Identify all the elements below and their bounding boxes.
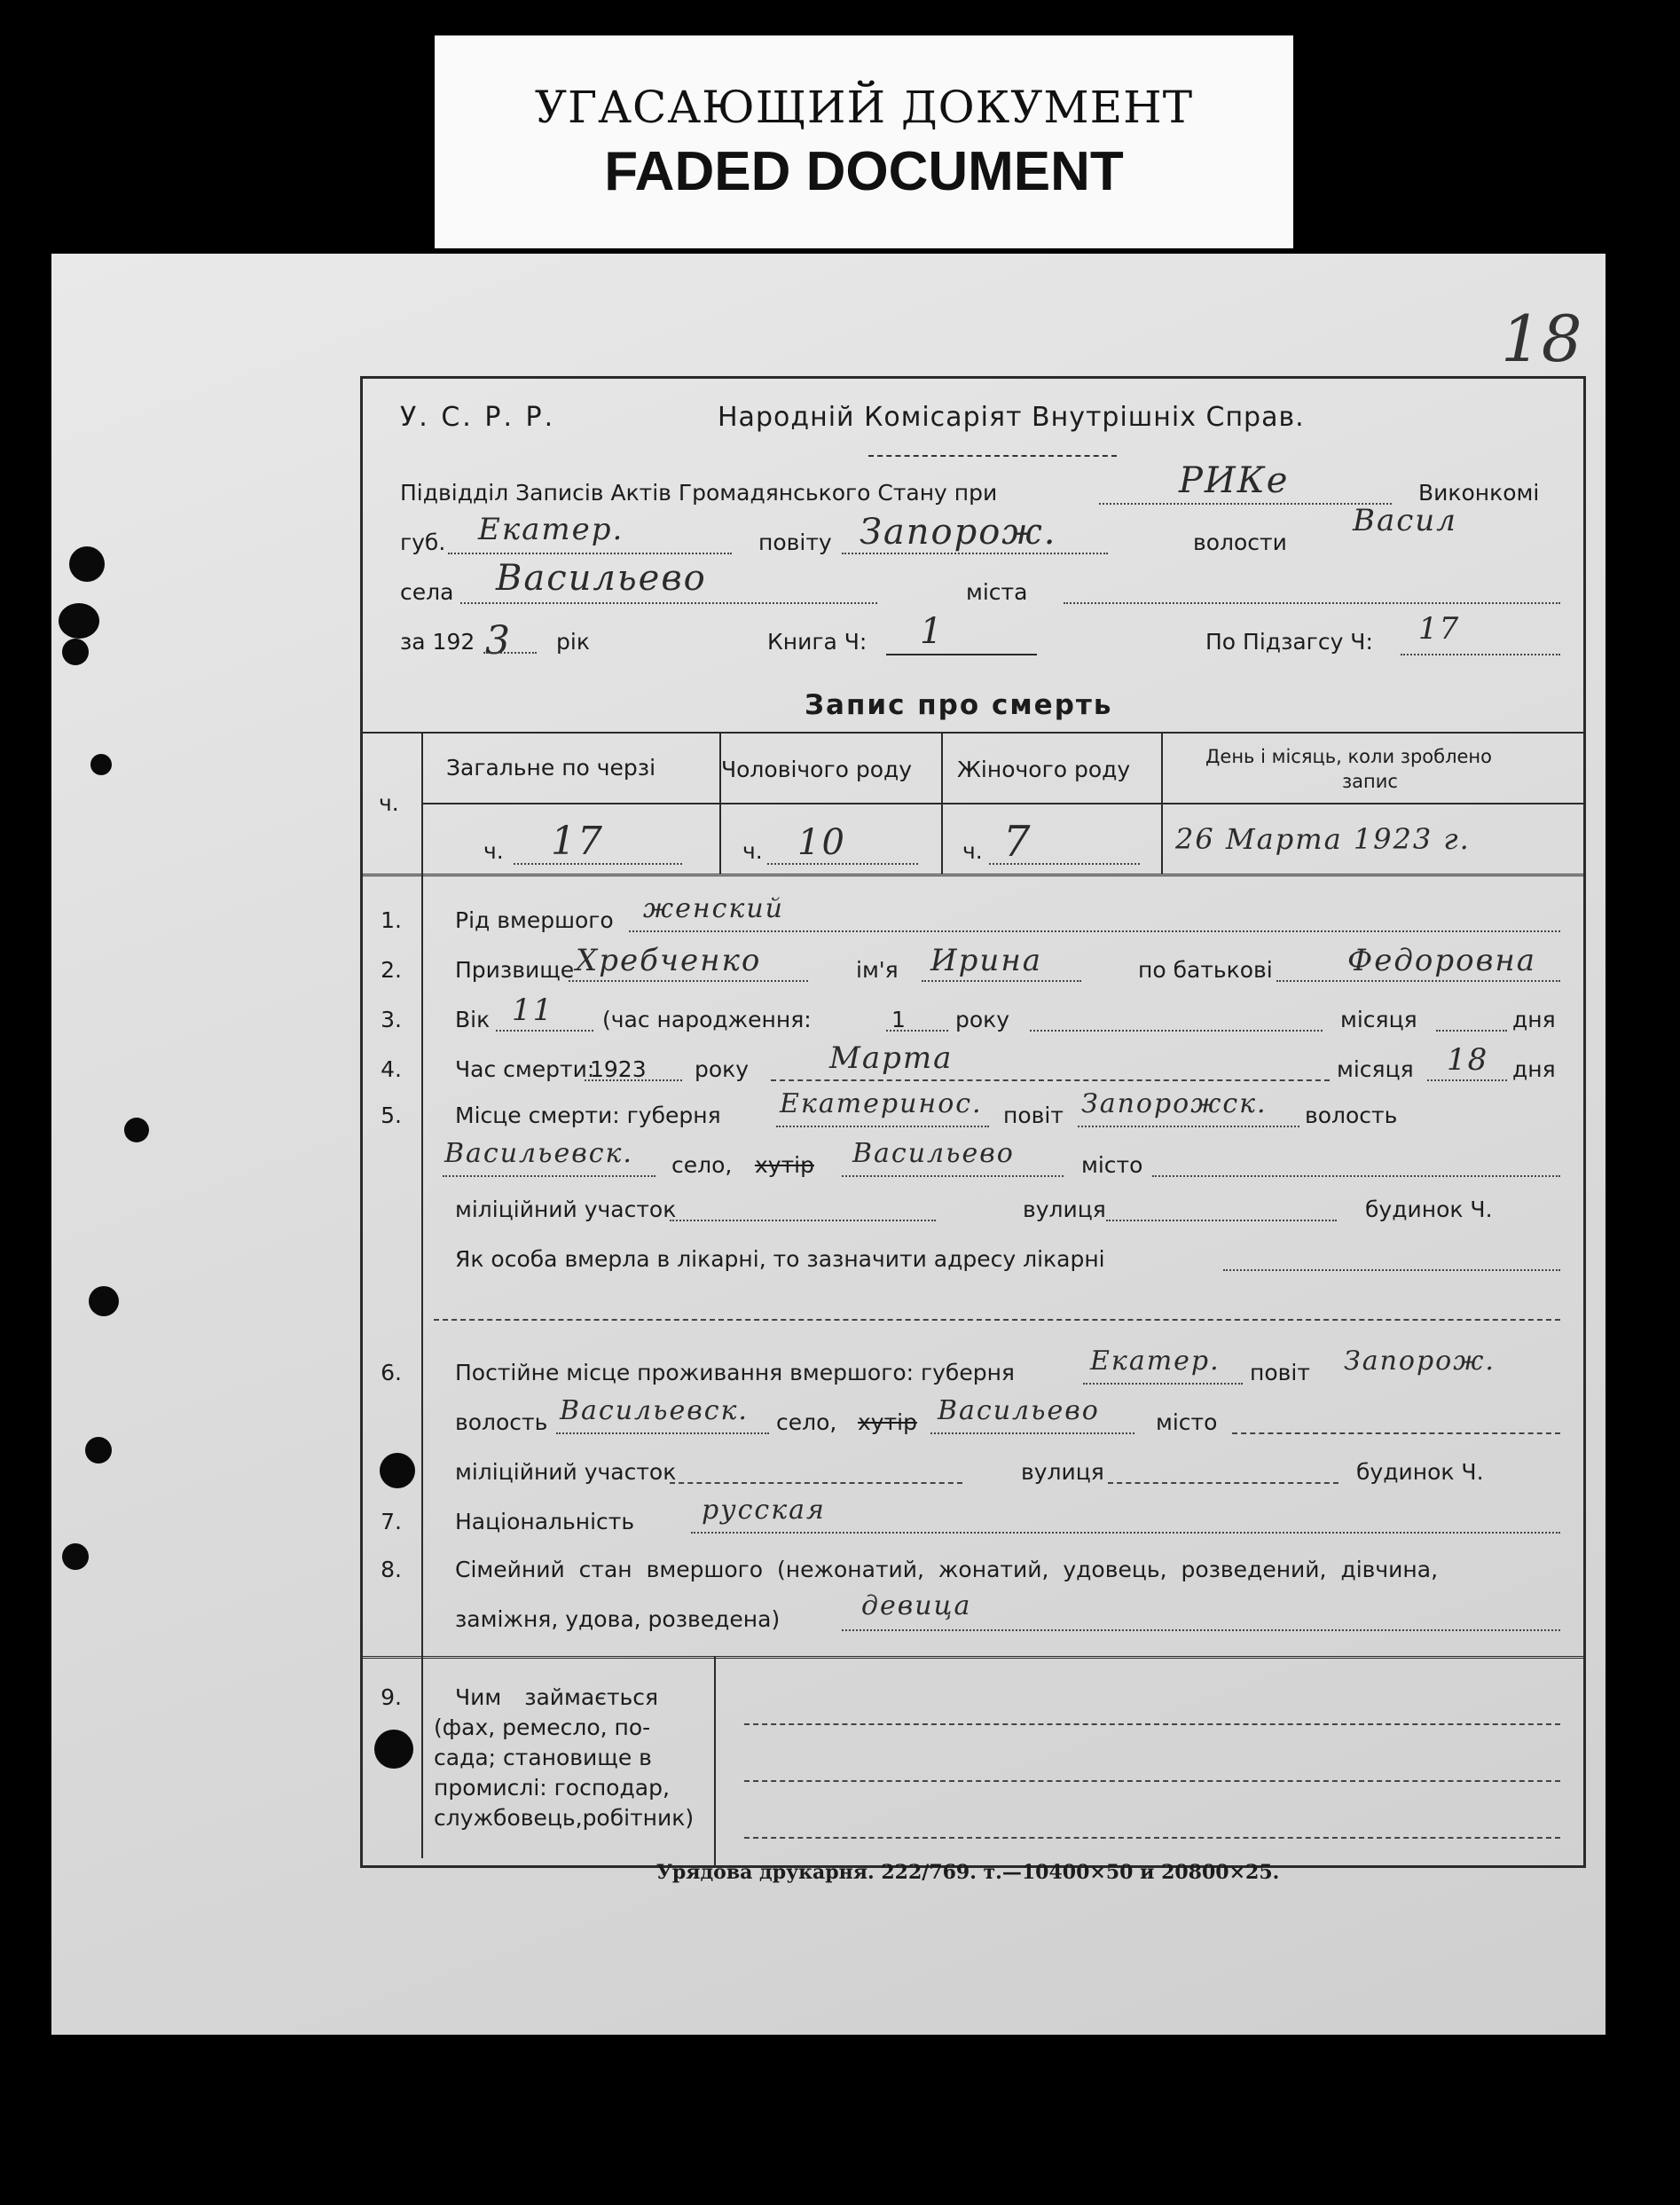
occupation-dots: [744, 1780, 1560, 1782]
age-dots: [496, 1030, 593, 1032]
selo-dots: [460, 602, 877, 604]
firstname-label: ім'я: [856, 957, 899, 983]
patronymic-label: по батькові: [1138, 957, 1273, 983]
book-value: 1: [920, 611, 945, 652]
printer-imprint: Урядова друкарня. 222/769. т.—10400×50 и 20800×25.: [656, 1861, 1280, 1884]
marital-value: девица: [861, 1590, 972, 1621]
table-header-divider: [421, 803, 1583, 804]
gub-label: губ.: [400, 530, 446, 555]
selo-value: Васильево: [496, 558, 707, 599]
residence-povit-value: Запорож.: [1344, 1346, 1496, 1377]
commissariat-label: Народній Комісаріят Внутрішніх Справ.: [718, 402, 1305, 433]
death-month-dots: [771, 1079, 1330, 1081]
book-label: Книга Ч:: [767, 629, 867, 655]
table-bottom-line: [363, 874, 1583, 876]
occupation-label-1: Чим займається: [455, 1684, 659, 1710]
residence-street-dots: [1108, 1482, 1339, 1484]
gender-value: женский: [643, 893, 784, 924]
stamp-russian: УГАСАЮЩИЙ ДОКУМЕНТ: [534, 82, 1194, 133]
death-povit-label: повіт: [1003, 1102, 1064, 1128]
death-povit-dots: [1078, 1126, 1299, 1127]
death-militia-dots: [670, 1220, 936, 1221]
occupation-label-4: промислі: господар,: [434, 1775, 670, 1801]
row-number: 6.: [381, 1360, 402, 1385]
surname-label: Призвище: [455, 957, 575, 983]
occupation-dots: [744, 1837, 1560, 1839]
death-place-label: Місце смерти: губерня: [455, 1102, 721, 1128]
col-ch-header: ч.: [379, 790, 399, 816]
death-volost-value: Васильевск.: [444, 1138, 633, 1169]
death-year-dots: [585, 1079, 682, 1081]
residence-hutir-label: хутір: [858, 1409, 917, 1435]
povit-dots: [842, 553, 1108, 554]
death-year-suffix: року: [695, 1056, 750, 1082]
male-dots: [767, 863, 918, 865]
birth-month-label: місяця: [1340, 1007, 1417, 1032]
povit-value: Запорож.: [860, 512, 1057, 553]
year-label: за 192: [400, 629, 475, 655]
year-dots: [483, 652, 537, 654]
death-misto-dots: [1152, 1175, 1560, 1177]
binding-hole: [62, 639, 89, 665]
birth-day-dots: [1436, 1030, 1507, 1032]
binding-hole: [124, 1118, 149, 1142]
birth-year-dots: [886, 1030, 948, 1032]
stamp-english: FADED DOCUMENT: [604, 141, 1124, 202]
hospital-dots: [1223, 1269, 1560, 1271]
general-ch-prefix: ч.: [483, 838, 504, 864]
occupation-label-3: сада; становище в: [434, 1745, 652, 1770]
female-ch-prefix: ч.: [962, 838, 983, 864]
volost-value: Васил: [1353, 503, 1457, 538]
occupation-label-5: службовець,робітник): [434, 1805, 695, 1831]
birth-day-label: дня: [1512, 1007, 1556, 1032]
exec-committee-label: Виконкомі: [1418, 480, 1540, 506]
birth-label: (час народження:: [602, 1007, 812, 1032]
death-misto-label: місто: [1081, 1152, 1143, 1178]
subrecord-value: 17: [1418, 611, 1461, 647]
binding-hole: [85, 1437, 112, 1463]
firstname-value: Ирина: [930, 943, 1042, 978]
col-general-header: Загальне по черзі: [446, 755, 656, 781]
birth-year-suffix: року: [955, 1007, 1010, 1032]
death-day-label: дня: [1512, 1056, 1556, 1082]
residence-selo-label: село,: [776, 1409, 837, 1435]
nationality-value: русская: [702, 1495, 826, 1526]
row-number: 9.: [381, 1684, 402, 1710]
occupation-label-2: (фах, ремесло, по-: [434, 1715, 651, 1740]
row-number: 7.: [381, 1509, 402, 1534]
residence-povit-label: повіт: [1250, 1360, 1310, 1385]
residence-street-label: вулиця: [1021, 1459, 1104, 1485]
female-value: 7: [1003, 817, 1032, 867]
misto-dots: [1064, 602, 1560, 604]
table-top-line: [363, 732, 1583, 734]
residence-gub-value: Екатер.: [1090, 1346, 1221, 1377]
binding-hole: [89, 1286, 119, 1316]
death-day-value: 18: [1447, 1042, 1489, 1078]
birth-year-value: 1: [891, 1007, 906, 1032]
gub-dots: [448, 553, 732, 554]
book-underline: [886, 654, 1037, 655]
selo-label: села: [400, 579, 454, 605]
firstname-dots: [922, 980, 1081, 982]
death-street-label: вулиця: [1023, 1197, 1106, 1222]
record-title: Запис про смерть: [805, 689, 1113, 721]
residence-selo-dots: [930, 1432, 1134, 1434]
death-house-label: будинок Ч.: [1365, 1197, 1493, 1222]
residence-militia-dots: [670, 1482, 962, 1484]
row9-divider: [714, 1656, 716, 1865]
death-selo-value: Васильево: [852, 1138, 1015, 1169]
subrecord-dots: [1401, 654, 1560, 655]
misto-label: міста: [966, 579, 1028, 605]
residence-volost-value: Васильевск.: [560, 1395, 749, 1426]
death-month-value: Марта: [829, 1040, 954, 1076]
death-selo-label: село,: [671, 1152, 733, 1178]
residence-selo-value: Васильево: [938, 1395, 1100, 1426]
marital-label-2: заміжня, удова, розведена): [455, 1606, 781, 1632]
nationality-label: Національність: [455, 1509, 635, 1534]
binding-hole: [69, 546, 105, 582]
faded-document-stamp: [435, 35, 1293, 248]
age-label: Вік: [455, 1007, 491, 1032]
death-selo-dots: [842, 1175, 1064, 1177]
death-volost-dots: [443, 1175, 656, 1177]
subdept-label: Підвідділ Записів Актів Громадянського Стану при: [400, 480, 998, 506]
page-number: 18: [1501, 302, 1582, 376]
gub-value: Екатер.: [478, 512, 624, 547]
row-number: 4.: [381, 1056, 402, 1082]
residence-misto-dots: [1232, 1432, 1560, 1434]
death-gub-value: Екатеринос.: [780, 1088, 983, 1119]
row9-top-line: [363, 1656, 1583, 1659]
subdept-dots: [1099, 503, 1392, 505]
death-year-value: 1923: [590, 1056, 647, 1082]
row-number: 3.: [381, 1007, 402, 1032]
male-value: 10: [797, 822, 846, 863]
marital-label-1: Сімейний стан вмершого (нежонатий, жонатий, удовець, розведений, дівчина,: [455, 1557, 1439, 1582]
hospital-label: Як особа вмерла в лікарні, то зазначити адресу лікарні: [455, 1246, 1105, 1272]
male-ch-prefix: ч.: [742, 838, 763, 864]
residence-gub-dots: [1083, 1383, 1243, 1385]
volost-label: волости: [1193, 530, 1287, 555]
residence-militia-label: міліційний участок: [455, 1459, 677, 1485]
col-date-header-2: запис: [1342, 771, 1398, 792]
death-gub-dots: [776, 1126, 989, 1127]
binding-hole: [62, 1543, 89, 1570]
surname-dots: [569, 980, 808, 982]
header-underline: [868, 455, 1117, 457]
birth-month-dots: [1030, 1030, 1323, 1032]
marital-dots: [842, 1629, 1560, 1631]
binding-hole: [59, 603, 99, 639]
date-value: 26 Марта 1923 г.: [1175, 822, 1471, 856]
death-volost-label: волость: [1305, 1102, 1398, 1128]
death-record-form: [360, 376, 1586, 1868]
death-militia-label: міліційний участок: [455, 1197, 677, 1222]
death-time-label: Час смерти:: [455, 1056, 595, 1082]
subdept-value: РИКе: [1179, 460, 1290, 501]
nationality-dots: [691, 1532, 1560, 1534]
residence-volost-dots: [556, 1432, 769, 1434]
gender-label: Рід вмершого: [455, 907, 614, 933]
female-dots: [989, 863, 1140, 865]
hospital-dots-2: [434, 1319, 1560, 1321]
col-male-header: Чоловічого роду: [721, 757, 913, 782]
republic-label: У. С. Р. Р.: [400, 402, 556, 433]
row-number: 8.: [381, 1557, 402, 1582]
patronymic-value: Федоровна: [1347, 943, 1537, 978]
col-date-header-1: День і місяць, коли зроблено: [1205, 746, 1492, 767]
row-number: 5.: [381, 1102, 402, 1128]
patronymic-dots: [1276, 980, 1560, 982]
row-number: 1.: [381, 907, 402, 933]
death-povit-value: Запорожск.: [1081, 1088, 1268, 1119]
death-month-label: місяця: [1337, 1056, 1414, 1082]
death-day-dots: [1427, 1079, 1507, 1081]
general-dots: [514, 863, 682, 865]
residence-volost-label: волость: [455, 1409, 548, 1435]
subrecord-label: По Підзагсу Ч:: [1205, 629, 1373, 655]
age-value: 11: [512, 993, 554, 1028]
year-suffix: рік: [556, 629, 590, 655]
surname-value: Хребченко: [576, 943, 762, 978]
year-value: 3: [485, 618, 512, 663]
death-street-dots: [1106, 1220, 1337, 1221]
binding-hole: [90, 754, 112, 775]
residence-misto-label: місто: [1156, 1409, 1218, 1435]
general-value: 17: [551, 819, 604, 864]
povit-label: повіту: [758, 530, 832, 555]
col-female-header: Жіночого роду: [957, 757, 1131, 782]
row-number: 2.: [381, 957, 402, 983]
residence-label: Постійне місце проживання вмершого: губерня: [455, 1360, 1015, 1385]
residence-house-label: будинок Ч.: [1356, 1459, 1484, 1485]
occupation-dots: [744, 1723, 1560, 1725]
gender-dots: [629, 930, 1560, 932]
death-hutir-label: хутір: [755, 1152, 814, 1178]
